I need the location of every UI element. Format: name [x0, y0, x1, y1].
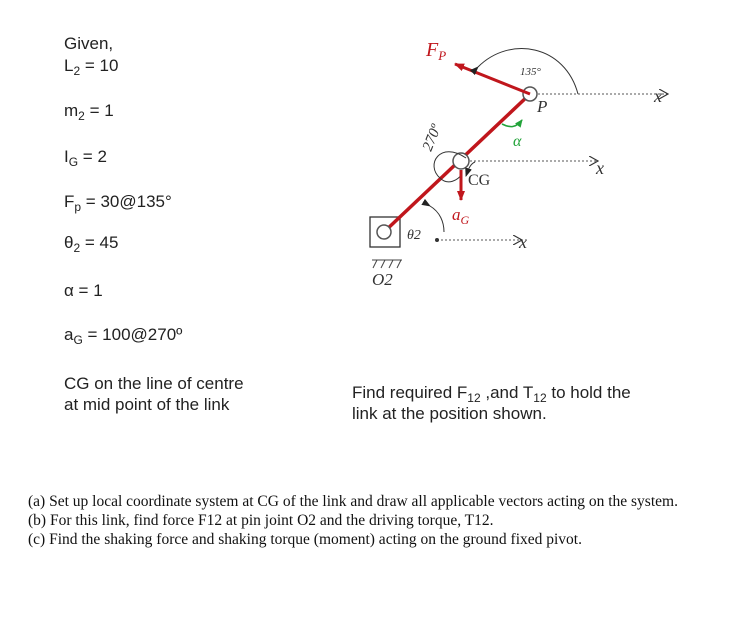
angle-135-label: 135°	[520, 66, 541, 78]
find-part1: Find required F	[352, 383, 468, 402]
IG-subscript: G	[68, 155, 79, 169]
theta2-symbol: θ	[64, 233, 74, 252]
IG-value: = 2	[78, 147, 107, 166]
find-sub2: 12	[533, 391, 547, 405]
given-alpha: α = 1	[64, 281, 103, 300]
x-label-O2: x	[519, 232, 527, 252]
Fp-symbol: F	[64, 192, 75, 211]
given-title: Given,	[64, 34, 114, 53]
theta2-subscript: 2	[73, 241, 81, 255]
Fp-subscript: p	[74, 200, 82, 214]
CG-label: CG	[468, 172, 491, 189]
question-list	[28, 492, 718, 549]
P-label: P	[537, 97, 548, 116]
cg-note-line2: at mid point of the link	[64, 395, 230, 414]
m2-subscript: 2	[78, 109, 85, 123]
find-sub1: 12	[467, 391, 481, 405]
aG-value: = 100@270º	[82, 325, 183, 344]
x-label-P: x	[654, 86, 662, 106]
theta2-label: θ2	[407, 228, 421, 243]
alpha-label: α	[513, 133, 522, 150]
m2-value: = 1	[84, 101, 114, 120]
find-part3: to hold the	[546, 383, 631, 402]
angle-270-label: 270º	[419, 122, 445, 154]
theta2-arc	[430, 206, 444, 232]
fp-force-arrow	[455, 64, 530, 94]
L2-value: = 10	[80, 56, 119, 75]
question-c: (c) Find the shaking force and shaking torque (moment) acting on the ground fixed pivot.	[28, 531, 582, 548]
question-b: (b) For this link, find force F12 at pin joint O2 and the driving torque, T12.	[28, 512, 494, 529]
theta2-value: = 45	[80, 233, 119, 252]
find-line2: link at the position shown.	[352, 404, 547, 423]
cg-note-line1: CG on the line of centre	[64, 374, 244, 393]
O2-label: O2	[372, 270, 393, 289]
m2-symbol: m	[64, 101, 79, 120]
alpha-arrow	[502, 120, 522, 127]
IG-symbol: I	[64, 147, 69, 166]
pin-O2	[377, 225, 391, 239]
ground-hatch	[373, 260, 401, 268]
ag-label: $a_G$	[452, 205, 470, 227]
L2-subscript: 2	[73, 64, 81, 78]
aG-subscript: G	[73, 333, 83, 347]
question-a: (a) Set up local coordinate system at CG of the link and draw all applicable vectors acting on the system.	[28, 493, 678, 510]
origin-dot	[435, 238, 439, 242]
Fp-value: = 30@135°	[81, 192, 172, 211]
fp-label: $F_P$	[426, 39, 447, 63]
x-label-CG: x	[596, 158, 604, 178]
aG-symbol: a	[64, 325, 74, 344]
find-part2: ,and T	[480, 383, 534, 402]
L2-symbol: L	[64, 56, 74, 75]
